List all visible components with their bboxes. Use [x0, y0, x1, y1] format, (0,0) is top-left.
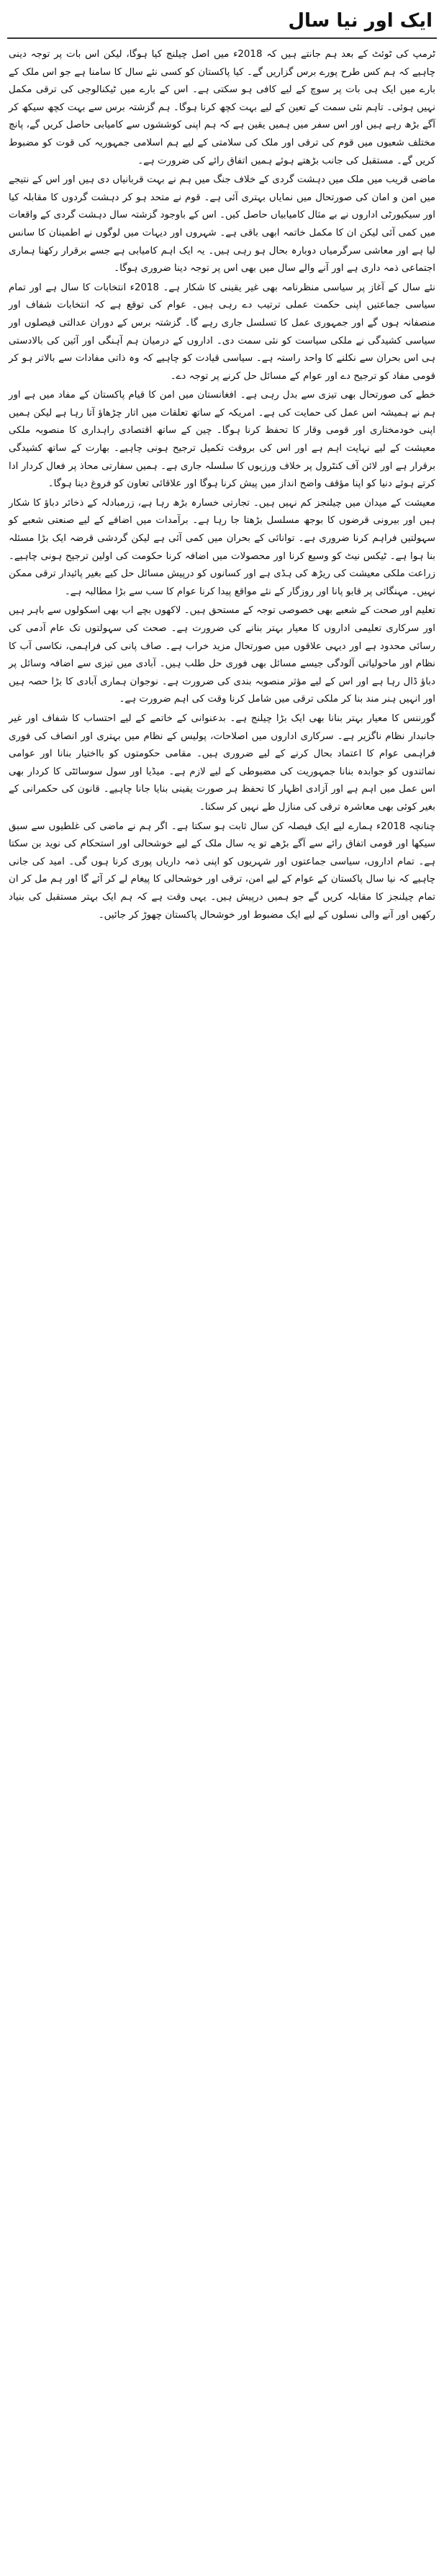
- article-header: [7, 6, 437, 39]
- article-paragraph-3: نئے سال کے آغاز پر سیاسی منظرنامہ بھی غیر یقینی کا شکار ہے۔ 2018ء انتخابات کا سال ہے اور تمام سیاسی جماعتیں اپنی حکمت عملی ترتیب دے رہی ہیں۔ عوام کی توقع ہے کہ انتخابات شفاف اور منصفانہ ہوں گے اور جمہوری عمل کا تسلسل جاری رہے گا۔ گزشتہ برس کے دوران عدالتی فیصلوں اور سیاسی کشیدگی نے ملکی سیاست کو نئی سمت دی۔ اداروں کے درمیان ہم آہنگی اور آئین کی بالادستی ہی اس بحران سے نکلنے کا واحد راستہ ہے۔ سیاسی قیادت کو چاہیے کہ وہ ذاتی مفادات سے بالاتر ہو کر قومی مفاد کو ترجیح دے اور عوام کے مسائل حل کرنے پر توجہ دے۔: [9, 282, 435, 382]
- article-paragraph-7: گورننس کا معیار بہتر بنانا بھی ایک بڑا چیلنج ہے۔ بدعنوانی کے خاتمے کے لیے احتساب کا شفاف اور غیر جانبدار نظام ناگزیر ہے۔ سرکاری اداروں میں اصلاحات، پولیس کے نظام میں بہتری اور انصاف کی فوری فراہمی عوام کا اعتماد بحال کرنے کے لیے ضروری ہیں۔ مقامی حکومتوں کو بااختیار بنانا اور عوامی نمائندوں کو جوابدہ بنانا جمہوریت کی مضبوطی کے لیے لازم ہے۔ میڈیا اور سول سوسائٹی کا کردار بھی اس عمل میں اہم ہے اور آزادی اظہار کا تحفظ ہر صورت یقینی بنایا جانا چاہیے۔ قانون کی حکمرانی کے بغیر کوئی بھی معاشرہ ترقی کی منازل طے نہیں کر سکتا۔: [9, 712, 435, 813]
- article-paragraph-8: چنانچہ 2018ء ہمارے لیے ایک فیصلہ کن سال ثابت ہو سکتا ہے۔ اگر ہم نے ماضی کی غلطیوں سے سبق سیکھا اور قومی اتفاق رائے سے آگے بڑھے تو یہ سال ملک کے لیے خوشحالی اور استحکام کی نوید بن سکتا ہے۔ تمام اداروں، سیاسی جماعتوں اور شہریوں کو اپنی ذمہ داریاں پوری کرنا ہوں گی۔ امید کی جانی چاہیے کہ نیا سال پاکستان کے عوام کے لیے امن، ترقی اور خوشحالی کا پیغام لے کر آئے گا اور ہم مل کر ان تمام چیلنجز کا مقابلہ کریں گے جو ہمیں درپیش ہیں۔ یہی وقت ہے کہ ہم ایک بہتر مستقبل کی بنیاد رکھیں اور آنے والی نسلوں کے لیے ایک مضبوط اور خوشحال پاکستان چھوڑ کر جائیں۔: [9, 820, 435, 921]
- article-body: [7, 46, 437, 924]
- article-paragraph-4: خطے کی صورتحال بھی تیزی سے بدل رہی ہے۔ افغانستان میں امن کا قیام پاکستان کے مفاد میں ہے اور ہم نے ہمیشہ اس عمل کی حمایت کی ہے۔ امریکہ کے ساتھ تعلقات میں اتار چڑھاؤ آتا رہا ہے لیکن ہمیں اپنی خودمختاری اور قومی وقار کا تحفظ کرنا ہوگا۔ چین کے ساتھ اقتصادی راہداری کا منصوبہ ملکی معیشت کے لیے نہایت اہم ہے اور اس کی بروقت تکمیل ترجیح ہونی چاہیے۔ بھارت کے ساتھ کشیدگی برقرار ہے اور لائن آف کنٹرول پر خلاف ورزیوں کا سلسلہ جاری ہے۔ ہمیں سفارتی محاذ پر فعال کردار ادا کرتے ہوئے دنیا کو اپنا مؤقف واضح انداز میں پیش کرنا ہوگا اور علاقائی تعاون کو فروغ دینا ہوگا۔: [9, 390, 435, 490]
- article-paragraph-1: ٹرمپ کی ٹوئٹ کے بعد ہم جانتے ہیں کہ 2018ء میں اصل چیلنج کیا ہوگا، لیکن اس بات پر توجہ دینی چاہیے کہ ہم کس طرح پورے برس گزاریں گے۔ کیا پاکستان کو کسی نئے سال کا سامنا ہے جو اس ملک کے بارے میں ایک ہی بات پر سوچ کے لیے کافی ہو سکتی ہے۔ اس کے بارے میں ٹیکنالوجی کی ترقی مکمل نہیں ہوئی۔ تاہم نئی سمت کے تعین کے لیے بہت کچھ کرنا ہوگا۔ ہم گزشتہ برس سے بہت کچھ سیکھ کر آگے بڑھ رہے ہیں اور اس سفر میں ہمیں یقین ہے کہ ہم اپنی کوششوں سے کامیابی حاصل کریں گے، پانچ مختلف شعبوں میں قوم کی ترقی اور ملک کی سلامتی کے لیے ہم اسلامی جمہوریہ کی قوت کو مضبوط کریں گے۔ مستقبل کی جانب بڑھتے ہوئے ہمیں اتفاق رائے کی ضرورت ہے۔: [9, 49, 435, 166]
- article-paragraph-2: ماضی قریب میں ملک میں دہشت گردی کے خلاف جنگ میں ہم نے بہت قربانیاں دی ہیں اور اس کے نتیجے میں امن و امان کی صورتحال میں نمایاں بہتری آئی ہے۔ قوم نے متحد ہو کر دہشت گردوں کا مقابلہ کیا اور سیکیورٹی اداروں نے بے مثال کامیابیاں حاصل کیں۔ اس کے باوجود گزشتہ سال دہشت گردی کے واقعات میں کمی آئی لیکن ان کا مکمل خاتمہ ابھی باقی ہے۔ شہروں اور دیہات میں لوگوں نے اطمینان کا سانس لیا ہے اور معاشی سرگرمیاں دوبارہ بحال ہو رہی ہیں۔ یہ ایک اہم کامیابی ہے جسے برقرار رکھنا ہماری اجتماعی ذمہ داری ہے اور آنے والے سال میں بھی اس پر توجہ دینا ضروری ہوگا۔: [9, 174, 435, 274]
- article-paragraph-5: معیشت کے میدان میں چیلنجز کم نہیں ہیں۔ تجارتی خسارہ بڑھ رہا ہے، زرمبادلہ کے ذخائر دباؤ کا شکار ہیں اور بیرونی قرضوں کا بوجھ مسلسل بڑھتا جا رہا ہے۔ برآمدات میں اضافے کے لیے صنعتی شعبے کو سہولتیں فراہم کرنا ضروری ہے۔ توانائی کے بحران میں کمی آئی ہے لیکن گردشی قرضہ ایک بڑا مسئلہ بنا ہوا ہے۔ ٹیکس نیٹ کو وسیع کرنا اور محصولات میں اضافہ کرنا حکومت کی اولین ترجیح ہونی چاہیے۔ زراعت ملکی معیشت کی ریڑھ کی ہڈی ہے اور کسانوں کو درپیش مسائل حل کیے بغیر پائیدار ترقی ممکن نہیں۔ مہنگائی پر قابو پانا اور روزگار کے نئے مواقع پیدا کرنا عوام کا سب سے بڑا مطالبہ ہے۔: [9, 497, 435, 597]
- article-title: ایک اور نیا سال: [288, 10, 432, 32]
- article-paragraph-6: تعلیم اور صحت کے شعبے بھی خصوصی توجہ کے مستحق ہیں۔ لاکھوں بچے اب بھی اسکولوں سے باہر ہیں اور سرکاری تعلیمی اداروں کا معیار بہتر بنانے کی ضرورت ہے۔ صحت کی سہولتوں تک عام آدمی کی رسائی محدود ہے اور دیہی علاقوں میں صورتحال مزید خراب ہے۔ صاف پانی کی فراہمی، نکاسی آب کا نظام اور ماحولیاتی آلودگی جیسے مسائل بھی فوری حل طلب ہیں۔ آبادی میں تیزی سے اضافہ وسائل پر دباؤ ڈال رہا ہے اور اس کے لیے مؤثر منصوبہ بندی کی ضرورت ہے۔ نوجوان ہماری آبادی کا بڑا حصہ ہیں اور انہیں ہنر مند بنا کر ملکی ترقی میں شامل کرنا وقت کی اہم ضرورت ہے۔: [9, 605, 435, 705]
